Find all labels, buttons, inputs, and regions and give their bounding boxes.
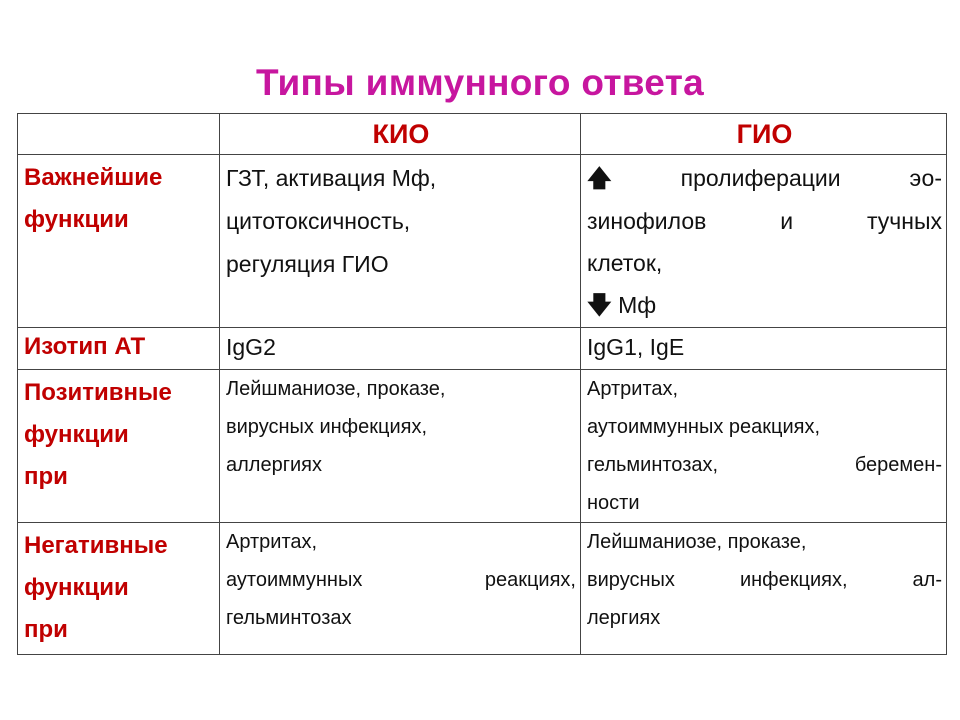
immune-response-table (17, 113, 947, 655)
row-label (18, 370, 220, 523)
cell-line: ГЗТ, активация Мф, (226, 165, 437, 191)
cell-line: Лейшманиозе, проказе, (226, 378, 446, 400)
cell-text: Мф (618, 292, 657, 318)
label-line: функции (24, 574, 129, 601)
cell-line: Артритах, (587, 378, 679, 400)
label-line: функции (24, 421, 129, 448)
kio-cell: IgG2 (220, 328, 581, 370)
label-line: при (24, 616, 68, 643)
label-line: при (24, 463, 68, 490)
gio-cell: IgG1, IgE (581, 328, 947, 370)
table-row (18, 370, 947, 523)
up-arrow-icon: 🡅 (587, 165, 612, 192)
table-row (18, 523, 947, 655)
cell-line: цитотоксичность, (226, 208, 411, 234)
cell-line: клеток, (587, 250, 663, 276)
header-empty-cell (18, 114, 220, 155)
slide-title: Типы иммунного ответа (256, 62, 704, 103)
gio-cell (581, 370, 947, 523)
cell-line: аллергиях (226, 454, 323, 476)
label-line: Негативные (24, 532, 168, 559)
cell-line: гельминтозах (226, 607, 352, 629)
cell-line: лергиях (587, 607, 661, 629)
cell-line (587, 284, 942, 327)
label-line: функции (24, 206, 129, 233)
kio-cell (220, 523, 581, 655)
cell-line: регуляция ГИО (226, 251, 389, 277)
cell-line: Артритах, (226, 531, 318, 553)
gio-cell (581, 523, 947, 655)
cell-text: пролиферации эо- (680, 165, 942, 191)
label-line: Позитивные (24, 379, 172, 406)
cell-line: Лейшманиозе, проказе, (587, 531, 807, 553)
header-kio: КИО (220, 114, 581, 155)
cell-line: аутоиммунных реакциях, (226, 569, 576, 591)
cell-line: аутоиммунных реакциях, (587, 416, 821, 438)
kio-cell (220, 155, 581, 328)
cell-line: ности (587, 492, 640, 514)
table-row (18, 328, 947, 370)
table-header-row (18, 114, 947, 155)
label-line: Важнейшие (24, 164, 163, 191)
cell-line: вирусных инфекциях, (226, 416, 428, 438)
row-label (18, 155, 220, 328)
header-gio: ГИО (581, 114, 947, 155)
row-label: Изотип АТ (18, 328, 220, 370)
down-arrow-icon: 🡇 (587, 292, 612, 319)
cell-line: зинофилов и тучных (587, 208, 942, 234)
gio-cell (581, 155, 947, 328)
table-row (18, 155, 947, 328)
cell-line: гельминтозах, беремен- (587, 454, 942, 476)
kio-cell (220, 370, 581, 523)
cell-line: вирусных инфекциях, ал- (587, 569, 942, 591)
row-label (18, 523, 220, 655)
cell-line (587, 157, 942, 200)
